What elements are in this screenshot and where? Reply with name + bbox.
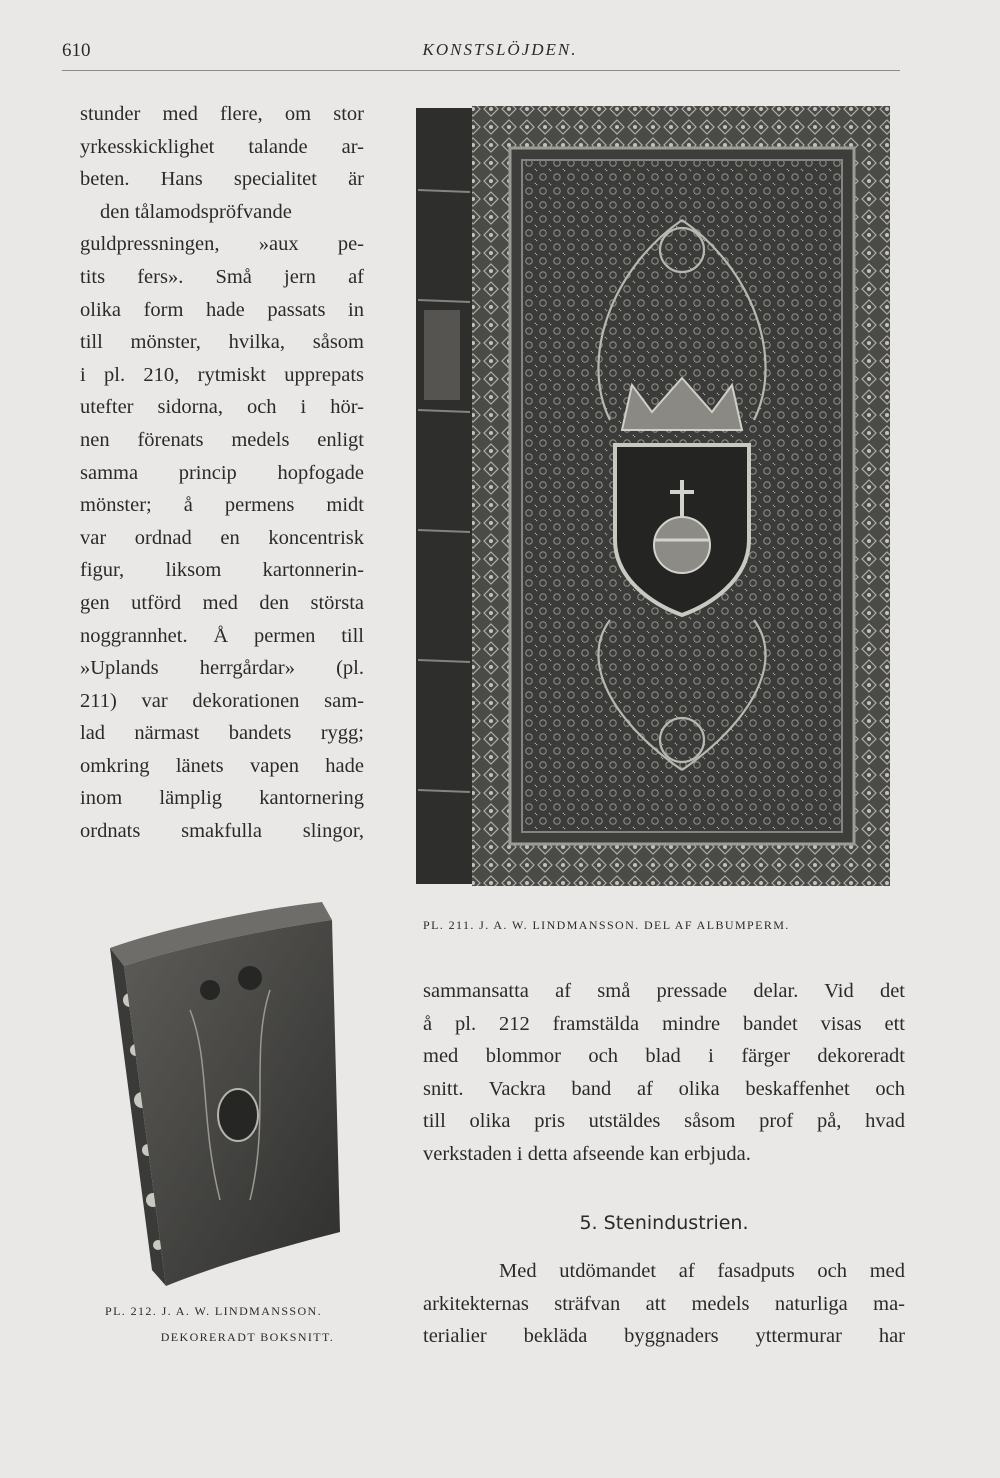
- running-title: KONSTSLÖJDEN.: [422, 40, 578, 59]
- text-line: inom lämplig kantornering: [80, 787, 364, 810]
- text-line: nen förenats medels enligt: [80, 428, 364, 451]
- text-line: omkring länets vapen hade: [80, 754, 364, 777]
- book-spine: [416, 108, 472, 884]
- left-column-text: [80, 98, 364, 848]
- text-line: å pl. 212 framstälda mindre bandet visas ett: [423, 1012, 905, 1035]
- text-line: tits fers». Små jern af: [80, 265, 364, 288]
- text-line: guldpressningen, »aux pe-: [80, 233, 364, 256]
- text-line: var ordnad en koncentrisk: [80, 526, 364, 549]
- text-line: samma princip hopfogade: [80, 461, 364, 484]
- text-line: yrkesskicklighet talande ar-: [80, 135, 364, 158]
- text-line: beten. Hans specialitet är: [80, 168, 364, 191]
- text-line: den tålamodspröfvande: [100, 200, 292, 223]
- text-line: Med utdömandet af fasadputs och med: [499, 1260, 905, 1282]
- text-line: noggrannhet. Å permen till: [80, 624, 364, 647]
- text-line: till olika pris utstäldes såsom prof på, hvad: [423, 1110, 905, 1133]
- text-line: lad närmast bandets rygg;: [80, 722, 364, 745]
- header-rule: [62, 70, 900, 71]
- text-line: verkstaden i detta afseende kan erbjuda.: [423, 1142, 751, 1165]
- page-number: 610: [62, 40, 91, 61]
- text-line: terialier bekläda byggnaders yttermurar har: [423, 1325, 905, 1348]
- plate-212-caption-line2: DEKORERADT BOKSNITT.: [160, 1330, 335, 1344]
- plate-211-album-cover: [410, 100, 894, 892]
- text-line: »Uplands herrgårdar» (pl.: [80, 657, 364, 680]
- right-column-text: [423, 975, 905, 1171]
- text-line: arkitekternas sträfvan att medels naturliga ma-: [423, 1292, 905, 1315]
- section-body-text: [423, 1255, 905, 1353]
- plate-212-caption-line1: PL. 212. J. A. W. LINDMANSSON.: [105, 1304, 323, 1318]
- plate-211-caption: PL. 211. J. A. W. LINDMANSSON. DEL AF ALBUMPERM.: [423, 918, 790, 932]
- text-line: 211) var dekorationen sam-: [80, 689, 364, 712]
- text-line: figur, liksom kartonnerin-: [80, 559, 364, 582]
- text-line: sammansatta af små pressade delar. Vid det: [423, 980, 905, 1002]
- text-line: till mönster, hvilka, såsom: [80, 331, 364, 354]
- section-heading: 5. Stenindustrien.: [579, 1212, 749, 1234]
- text-line: mönster; å permens midt: [80, 494, 364, 517]
- text-line: utefter sidorna, och i hör-: [80, 396, 364, 419]
- text-line: med blommor och blad i färger dekoreradt: [423, 1045, 905, 1068]
- text-line: i pl. 210, rytmiskt upprepats: [80, 363, 364, 386]
- plate-212-decorated-book: [100, 900, 350, 1300]
- text-line: olika form hade passats in: [80, 298, 364, 321]
- text-line: gen utförd med den största: [80, 591, 364, 614]
- text-line: snitt. Vackra band af olika beskaffenhet och: [423, 1077, 905, 1100]
- text-line: stunder med flere, om stor: [80, 103, 364, 125]
- text-line: ordnats smakfulla slingor,: [80, 820, 364, 843]
